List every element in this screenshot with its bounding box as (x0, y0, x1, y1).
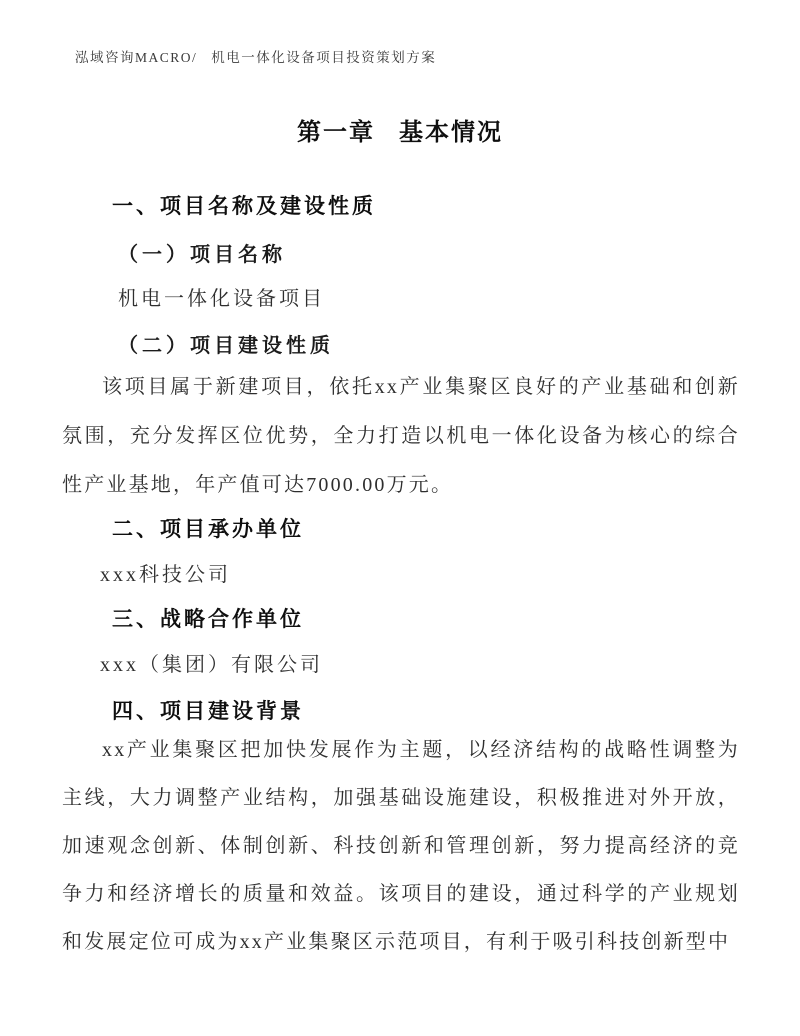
project-name-value: 机电一体化设备项目 (118, 288, 325, 310)
section-1-sub-2-heading: （二）项目建设性质 (118, 335, 334, 357)
chapter-name: 基本情况 (399, 119, 503, 146)
header-doc-title: 机电一体化设备项目投资策划方案 (211, 50, 437, 65)
header-brand: 泓域咨询MACRO/ (75, 50, 198, 65)
strategic-partner-value: xxx（集团）有限公司 (100, 654, 323, 676)
section-2-heading: 二、项目承办单位 (112, 518, 304, 541)
construction-background-paragraph: xx产业集聚区把加快发展作为主题，以经济结构的战略性调整为主线，大力调整产业结构，加强基础设施建设，积极推进对外开放，加速观念创新、体制创新、科技创新和管理创新，努力提高经济的竞争力和经济增长的质量和效益。该项目的建设，通过科学的产业规划和发展定位可成为xx产业集聚区示范项目，有利于吸引科技创新型中 (62, 739, 740, 953)
chapter-title (0, 112, 800, 147)
undertaking-unit-value: xxx科技公司 (100, 564, 231, 586)
section-1-heading: 一、项目名称及建设性质 (112, 195, 376, 218)
section-3-heading: 三、战略合作单位 (112, 608, 304, 631)
section-1-sub-1-heading: （一）项目名称 (118, 244, 286, 266)
project-nature-paragraph: 该项目属于新建项目，依托xx产业集聚区良好的产业基础和创新氛围，充分发挥区位优势，全力打造以机电一体化设备为核心的综合性产业基地，年产值可达7000.00万元。 (62, 376, 740, 496)
chapter-number: 第一章 (297, 119, 375, 146)
section-4-heading: 四、项目建设背景 (112, 700, 304, 723)
running-header (75, 46, 436, 66)
